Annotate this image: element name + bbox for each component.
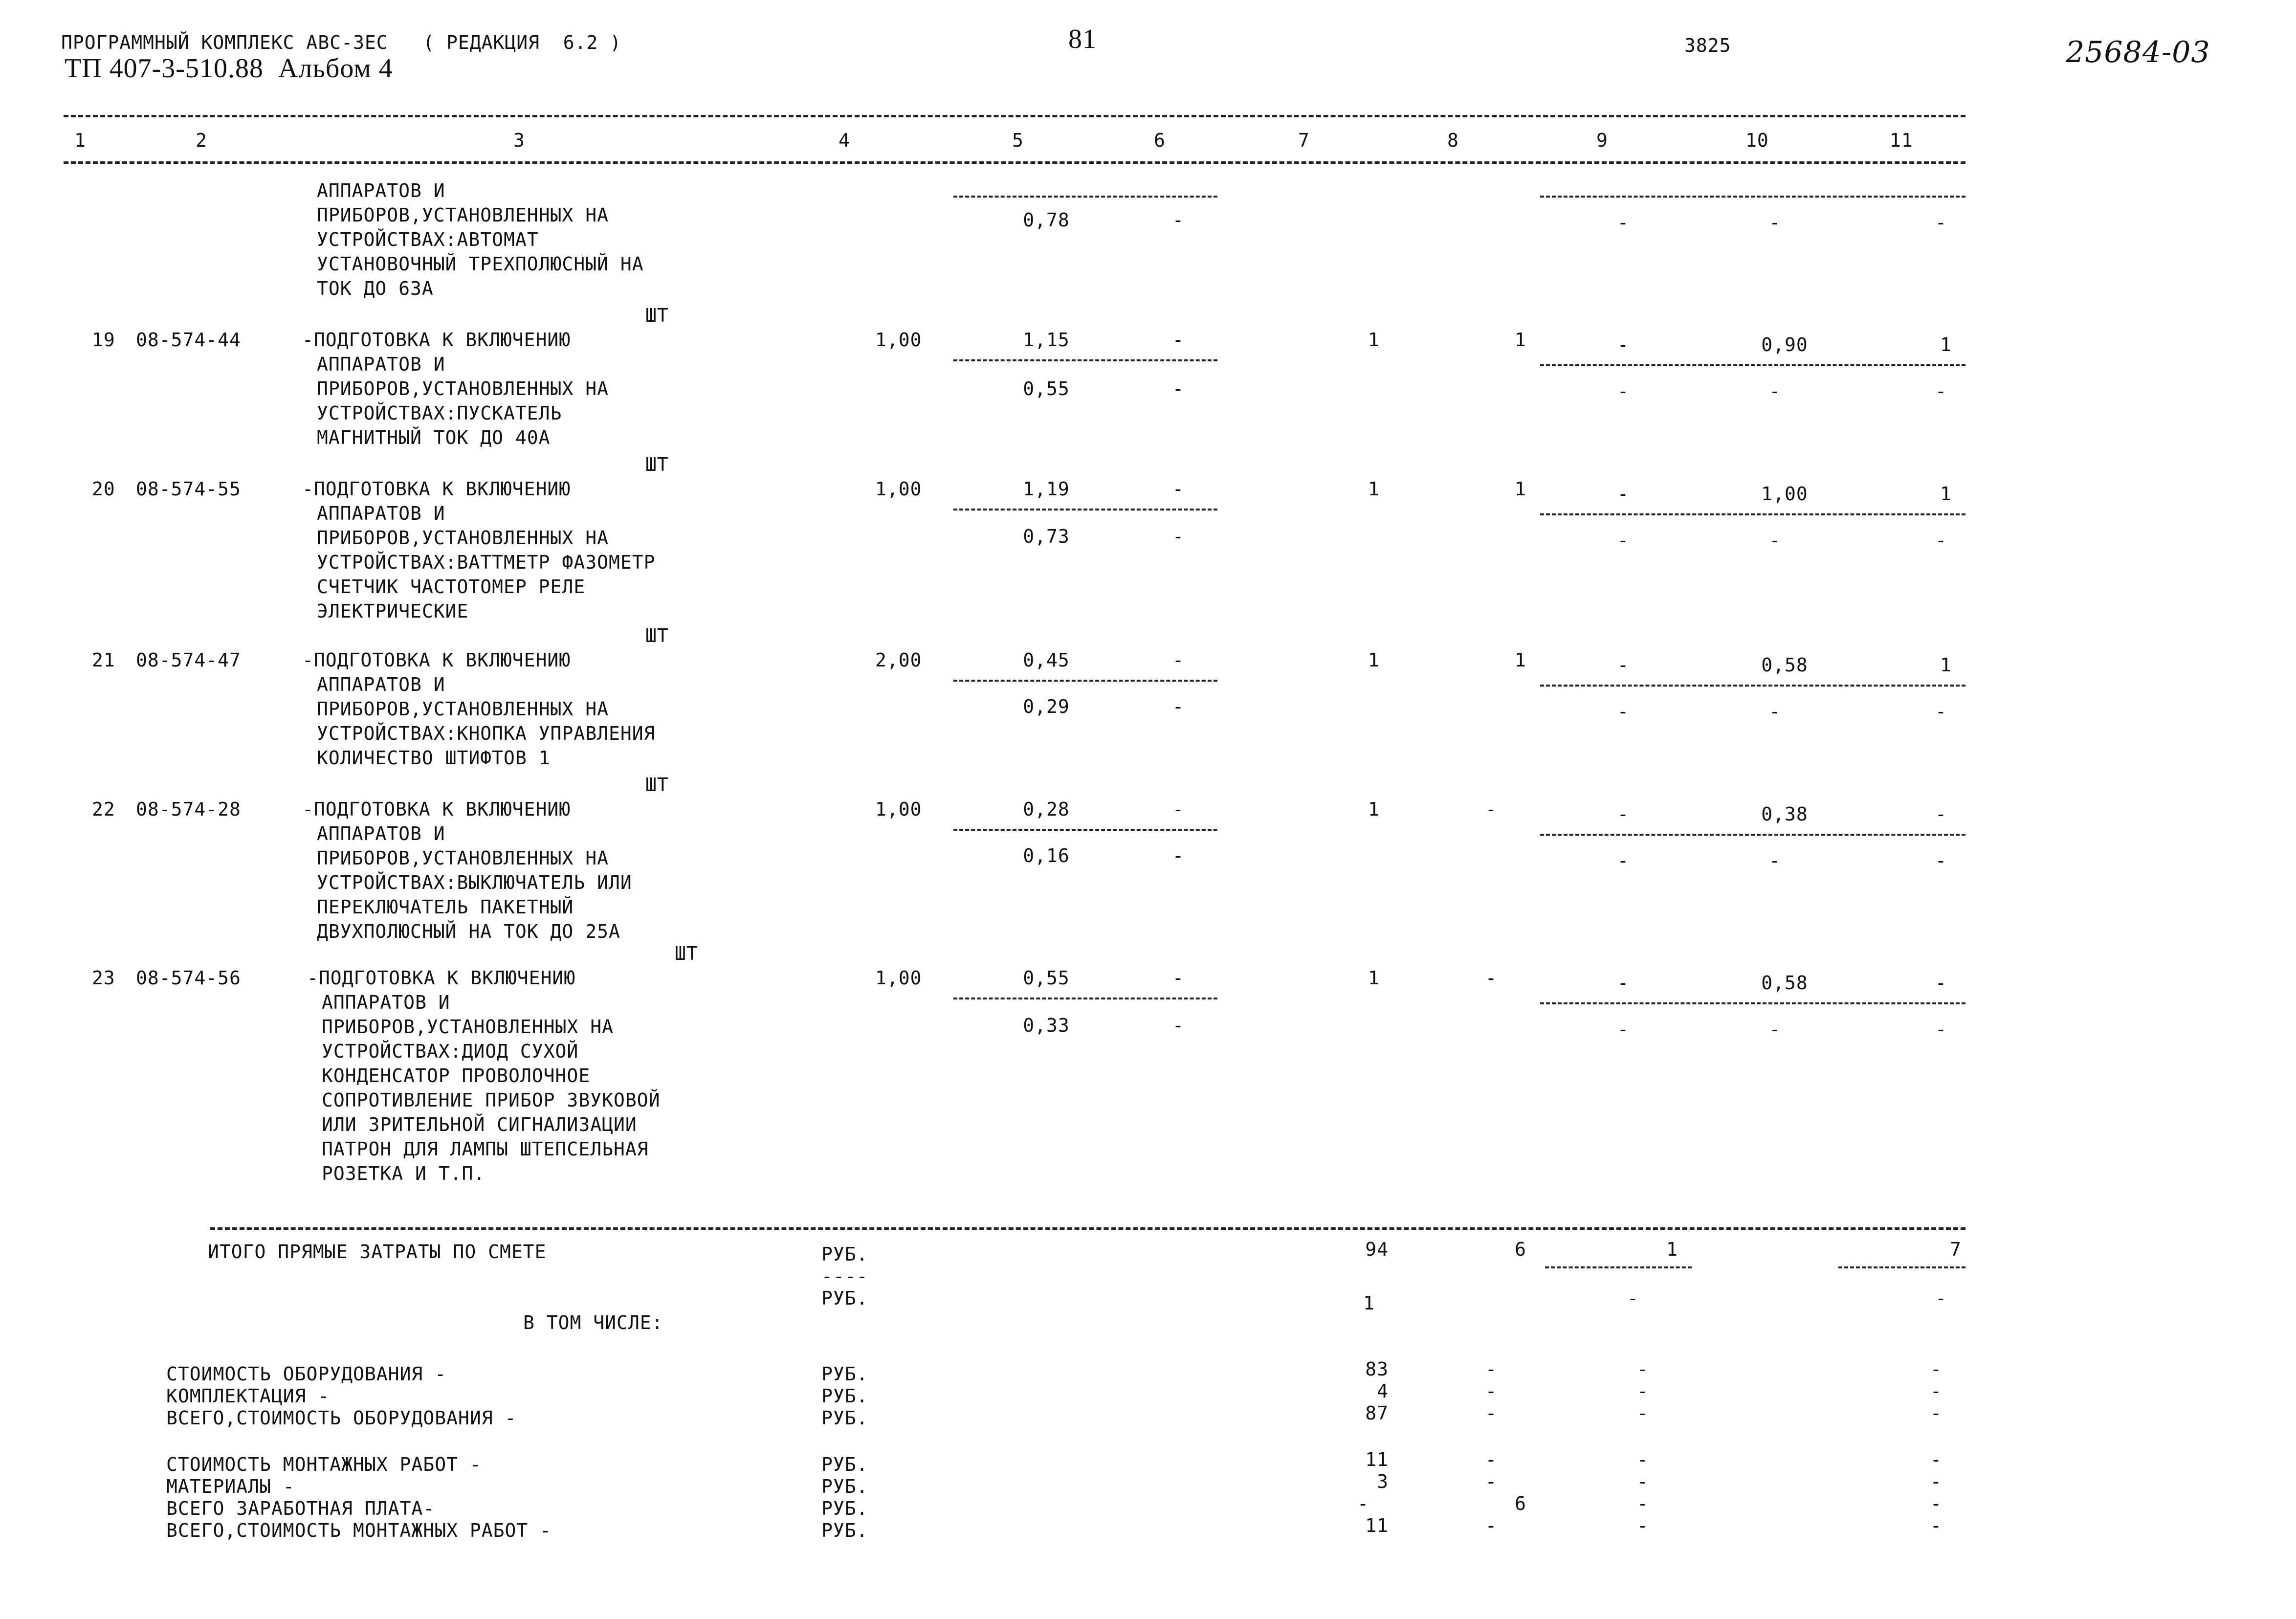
description-line: АППАРАТОВ И [317, 823, 445, 844]
summary-col11: - [1930, 1449, 1942, 1470]
summary-col7: 3 [1377, 1471, 1389, 1492]
summary-col7: - [1357, 1493, 1369, 1514]
column-2: 2 [196, 130, 207, 151]
fraction-line [1540, 513, 1965, 515]
cell-col8: - [1485, 798, 1497, 820]
fraction-line [1838, 1266, 1965, 1268]
unit-label: ---- [821, 1265, 868, 1287]
description-line: АППАРАТОВ И [317, 180, 445, 201]
cell-col9-upper: - [1617, 483, 1629, 505]
cell-col10-lower: - [1769, 701, 1781, 722]
summary-col8: 6 [1515, 1493, 1526, 1514]
description-line: ЭЛЕКТРИЧЕСКИЕ [317, 600, 469, 622]
description-line: УСТРОЙСТВАХ:ВАТТМЕТР ФАЗОМЕТР [317, 552, 656, 573]
summary-col9: - [1637, 1449, 1649, 1470]
cell-col8: 1 [1515, 478, 1526, 500]
cell-col10-upper: 0,90 [1761, 334, 1808, 355]
cell-col5-upper: 1,15 [1023, 329, 1070, 351]
description-line: -ПОДГОТОВКА К ВКЛЮЧЕНИЮ [302, 649, 571, 671]
description-line: ПАТРОН ДЛЯ ЛАМПЫ ШТЕПСЕЛЬНАЯ [322, 1138, 649, 1160]
rate-code: 08-574-55 [136, 478, 241, 500]
description-line: СЧЕТЧИК ЧАСТОТОМЕР РЕЛЕ [317, 576, 586, 598]
description-line: РОЗЕТКА И Т.П. [322, 1163, 486, 1184]
summary-col9: - [1637, 1380, 1649, 1402]
summary-col9: - [1637, 1471, 1649, 1492]
cell-col6-lower: - [1172, 209, 1184, 231]
description-line: КОЛИЧЕСТВО ШТИФТОВ 1 [317, 747, 551, 769]
cell-col10-upper: 0,38 [1761, 803, 1808, 825]
cell-col6-upper: - [1172, 329, 1184, 351]
fraction-line [1540, 1002, 1965, 1004]
cell-col9-lower: - [1617, 380, 1629, 402]
summary-col11: - [1930, 1380, 1942, 1402]
cell-col10-lower: - [1769, 530, 1781, 551]
cell-col11-lower: - [1935, 850, 1947, 871]
description-line: ПРИБОРОВ,УСТАНОВЛЕННЫХ НА [317, 698, 609, 720]
summary-label: СТОИМОСТЬ ОБОРУДОВАНИЯ - [166, 1363, 447, 1385]
description-line: -ПОДГОТОВКА К ВКЛЮЧЕНИЮ [307, 967, 576, 989]
cell-col11-lower: - [1935, 701, 1947, 722]
cell-col6-upper: - [1172, 478, 1184, 500]
fraction-line [1540, 196, 1965, 198]
unit-label: РУБ. [821, 1243, 868, 1265]
rate-code: 08-574-28 [136, 798, 241, 820]
cell-col5-lower: 0,73 [1023, 526, 1070, 547]
unit-label: ШТ [645, 305, 669, 326]
totals-col7-lower: 1 [1363, 1292, 1375, 1314]
cell-col5-lower: 0,55 [1023, 378, 1070, 399]
summary-col8: - [1485, 1471, 1497, 1492]
description-line: МАГНИТНЫЙ ТОК ДО 40А [317, 427, 551, 448]
cell-col5-lower: 0,16 [1023, 845, 1070, 866]
unit-label: РУБ. [821, 1476, 868, 1497]
totals-rule [210, 1227, 1965, 1230]
totals-col8: 6 [1515, 1239, 1526, 1260]
row-number: 19 [92, 329, 115, 351]
column-4: 4 [839, 130, 850, 151]
summary-col7: 11 [1365, 1515, 1389, 1536]
row-number: 22 [92, 798, 115, 820]
description-line: -ПОДГОТОВКА К ВКЛЮЧЕНИЮ [302, 329, 571, 351]
cell-col11-upper: - [1935, 803, 1947, 825]
description-line: УСТАНОВОЧНЫЙ ТРЕХПОЛЮСНЫЙ НА [317, 253, 644, 275]
totals-col11: 7 [1950, 1239, 1962, 1260]
unit-label: РУБ. [821, 1498, 868, 1519]
cell-col8: - [1485, 967, 1497, 989]
description-line: АППАРАТОВ И [322, 992, 450, 1013]
cell-col6-upper: - [1172, 798, 1184, 820]
cell-col9-upper: - [1617, 334, 1629, 355]
cell-col11-upper: - [1935, 972, 1947, 994]
summary-col8: - [1485, 1380, 1497, 1402]
description-line: ПЕРЕКЛЮЧАТЕЛЬ ПАКЕТНЫЙ [317, 896, 574, 918]
document-title: ТП 407-3-510.88 Альбом 4 [65, 53, 393, 84]
cell-col6-upper: - [1172, 967, 1184, 989]
cell-col11-lower: - [1935, 212, 1947, 233]
unit-label: РУБ. [821, 1363, 868, 1385]
cell-col6-lower: - [1172, 845, 1184, 866]
cell-col7: 1 [1368, 329, 1380, 351]
description-line: -ПОДГОТОВКА К ВКЛЮЧЕНИЮ [302, 798, 571, 820]
summary-col9: - [1637, 1515, 1649, 1536]
summary-label: ВСЕГО ЗАРАБОТНАЯ ПЛАТА- [166, 1498, 435, 1519]
description-line: УСТРОЙСТВАХ:АВТОМАТ [317, 229, 539, 250]
program-title: ПРОГРАММНЫЙ КОМПЛЕКС АВС-3ЕС ( РЕДАКЦИЯ 6.2 ) [61, 32, 622, 53]
description-line: УСТРОЙСТВАХ:КНОПКА УПРАВЛЕНИЯ [317, 723, 656, 744]
description-line: УСТРОЙСТВАХ:ПУСКАТЕЛЬ [317, 402, 562, 424]
summary-col11: - [1930, 1471, 1942, 1492]
cell-col5-upper: 0,45 [1023, 649, 1070, 671]
cell-col10-lower: - [1769, 212, 1781, 233]
cell-col7: 1 [1368, 967, 1380, 989]
cell-col5-lower: 0,33 [1023, 1015, 1070, 1036]
summary-col11: - [1930, 1493, 1942, 1514]
column-10: 10 [1745, 130, 1769, 151]
summary-col7: 11 [1365, 1449, 1389, 1470]
cell-quantity: 1,00 [875, 967, 922, 989]
fraction-line [1540, 685, 1965, 687]
description-line: ПРИБОРОВ,УСТАНОВЛЕННЫХ НА [317, 847, 609, 869]
unit-label: РУБ. [821, 1520, 868, 1541]
cell-col8: 1 [1515, 649, 1526, 671]
summary-col8: - [1485, 1449, 1497, 1470]
unit-label: ШТ [675, 943, 698, 964]
cell-col9-upper: - [1617, 654, 1629, 676]
column-11: 11 [1890, 130, 1913, 151]
cell-col9-lower: - [1617, 850, 1629, 871]
archive-stamp: 25684-03 [2066, 35, 2210, 69]
summary-col9: - [1637, 1358, 1649, 1380]
sheet-code: 3825 [1684, 35, 1731, 56]
cell-col6-lower: - [1172, 1015, 1184, 1036]
summary-col11: - [1930, 1358, 1942, 1380]
unit-label: РУБ. [821, 1407, 868, 1429]
cell-col9-lower: - [1617, 212, 1629, 233]
description-line: УСТРОЙСТВАХ:ДИОД СУХОЙ [322, 1041, 579, 1062]
summary-col11: - [1930, 1402, 1942, 1424]
cell-col11-lower: - [1935, 1019, 1947, 1040]
cell-col5-upper: 0,28 [1023, 798, 1070, 820]
description-line: АППАРАТОВ И [317, 503, 445, 524]
column-8: 8 [1447, 130, 1459, 151]
cell-col9-lower: - [1617, 701, 1629, 722]
cell-col5-upper: 1,19 [1023, 478, 1070, 500]
cell-col11-upper: 1 [1940, 654, 1952, 676]
totals-col9: 1 [1666, 1239, 1678, 1260]
fraction-line [1540, 834, 1965, 836]
summary-label: СТОИМОСТЬ МОНТАЖНЫХ РАБОТ - [166, 1454, 482, 1475]
cell-col7: 1 [1368, 478, 1380, 500]
cell-col10-upper: 0,58 [1761, 654, 1808, 676]
cell-col6-upper: - [1172, 649, 1184, 671]
row-number: 23 [92, 967, 115, 989]
cell-col11-lower: - [1935, 530, 1947, 551]
fraction-line [1545, 1266, 1692, 1268]
description-line: УСТРОЙСТВАХ:ВЫКЛЮЧАТЕЛЬ ИЛИ [317, 872, 632, 893]
description-line: ПРИБОРОВ,УСТАНОВЛЕННЫХ НА [322, 1016, 614, 1038]
cell-col5-lower: 0,29 [1023, 696, 1070, 717]
summary-label: КОМПЛЕКТАЦИЯ - [166, 1385, 330, 1407]
header-rule-top [64, 115, 1965, 117]
description-line: ДВУХПОЛЮСНЫЙ НА ТОК ДО 25А [317, 921, 620, 942]
cell-quantity: 2,00 [875, 649, 922, 671]
cell-col10-lower: - [1769, 1019, 1781, 1040]
column-3: 3 [513, 130, 525, 151]
summary-col11: - [1930, 1515, 1942, 1536]
cell-col10-lower: - [1769, 850, 1781, 871]
description-line: КОНДЕНСАТОР ПРОВОЛОЧНОЕ [322, 1065, 591, 1087]
totals-col11-lower: - [1935, 1287, 1947, 1309]
cell-col6-lower: - [1172, 696, 1184, 717]
cell-col10-lower: - [1769, 380, 1781, 402]
cell-quantity: 1,00 [875, 798, 922, 820]
totals-col9-lower: - [1627, 1287, 1639, 1309]
fraction-line [953, 829, 1217, 831]
fraction-line [953, 998, 1217, 999]
unit-label: РУБ. [821, 1385, 868, 1407]
cell-quantity: 1,00 [875, 329, 922, 351]
row-number: 21 [92, 649, 115, 671]
cell-col8: 1 [1515, 329, 1526, 351]
summary-col7: 4 [1377, 1380, 1389, 1402]
description-line: ИЛИ ЗРИТЕЛЬНОЙ СИГНАЛИЗАЦИИ [322, 1114, 637, 1135]
column-1: 1 [74, 130, 86, 151]
description-line: ПРИБОРОВ,УСТАНОВЛЕННЫХ НА [317, 204, 609, 226]
cell-col9-lower: - [1617, 1019, 1629, 1040]
page-number: 81 [1068, 24, 1097, 54]
unit-label: РУБ. [821, 1454, 868, 1475]
cell-col5-upper: 0,55 [1023, 967, 1070, 989]
unit-label: ШТ [645, 625, 669, 646]
description-line: ПРИБОРОВ,УСТАНОВЛЕННЫХ НА [317, 378, 609, 399]
unit-label: РУБ. [821, 1287, 868, 1309]
cell-col7: 1 [1368, 649, 1380, 671]
description-line: СОПРОТИВЛЕНИЕ ПРИБОР ЗВУКОВОЙ [322, 1089, 661, 1111]
description-line: ТОК ДО 63А [317, 278, 434, 299]
summary-col9: - [1637, 1402, 1649, 1424]
rate-code: 08-574-56 [136, 967, 241, 989]
rate-code: 08-574-47 [136, 649, 241, 671]
description-line: АППАРАТОВ И [317, 354, 445, 375]
column-5: 5 [1012, 130, 1024, 151]
summary-col8: - [1485, 1515, 1497, 1536]
cell-col6-lower: - [1172, 526, 1184, 547]
cell-col10-upper: 1,00 [1761, 483, 1808, 505]
row-number: 20 [92, 478, 115, 500]
cell-col9-upper: - [1617, 972, 1629, 994]
cell-col11-upper: 1 [1940, 483, 1952, 505]
cell-col9-upper: - [1617, 803, 1629, 825]
summary-label: ВСЕГО,СТОИМОСТЬ ОБОРУДОВАНИЯ - [166, 1407, 517, 1429]
cell-col11-upper: 1 [1940, 334, 1952, 355]
cell-col10-upper: 0,58 [1761, 972, 1808, 994]
fraction-line [953, 196, 1217, 198]
column-9: 9 [1596, 130, 1608, 151]
description-line: -ПОДГОТОВКА К ВКЛЮЧЕНИЮ [302, 478, 571, 500]
totals-col7: 94 [1365, 1239, 1389, 1260]
unit-label: ШТ [645, 454, 669, 475]
summary-label: ВСЕГО,СТОИМОСТЬ МОНТАЖНЫХ РАБОТ - [166, 1520, 552, 1541]
cell-col11-lower: - [1935, 380, 1947, 402]
fraction-line [1540, 364, 1965, 366]
totals-title: ИТОГО ПРЯМЫЕ ЗАТРАТЫ ПО СМЕТЕ [208, 1241, 547, 1263]
fraction-line [953, 509, 1217, 510]
summary-col7: 83 [1365, 1358, 1389, 1380]
summary-label: МАТЕРИАЛЫ - [166, 1476, 295, 1497]
cell-col9-lower: - [1617, 530, 1629, 551]
cell-col6-lower: - [1172, 378, 1184, 399]
summary-col8: - [1485, 1402, 1497, 1424]
summary-col7: 87 [1365, 1402, 1389, 1424]
unit-label: ШТ [645, 774, 669, 796]
summary-col9: - [1637, 1493, 1649, 1514]
column-6: 6 [1154, 130, 1166, 151]
cell-quantity: 1,00 [875, 478, 922, 500]
fraction-line [953, 680, 1217, 682]
cell-col5-lower: 0,78 [1023, 209, 1070, 231]
fraction-line [953, 359, 1217, 361]
header-rule-bottom [64, 161, 1965, 164]
rate-code: 08-574-44 [136, 329, 241, 351]
including-label: В ТОМ ЧИСЛЕ: [523, 1312, 663, 1333]
cell-col7: 1 [1368, 798, 1380, 820]
column-7: 7 [1298, 130, 1310, 151]
description-line: АППАРАТОВ И [317, 674, 445, 695]
description-line: ПРИБОРОВ,УСТАНОВЛЕННЫХ НА [317, 527, 609, 549]
summary-col8: - [1485, 1358, 1497, 1380]
